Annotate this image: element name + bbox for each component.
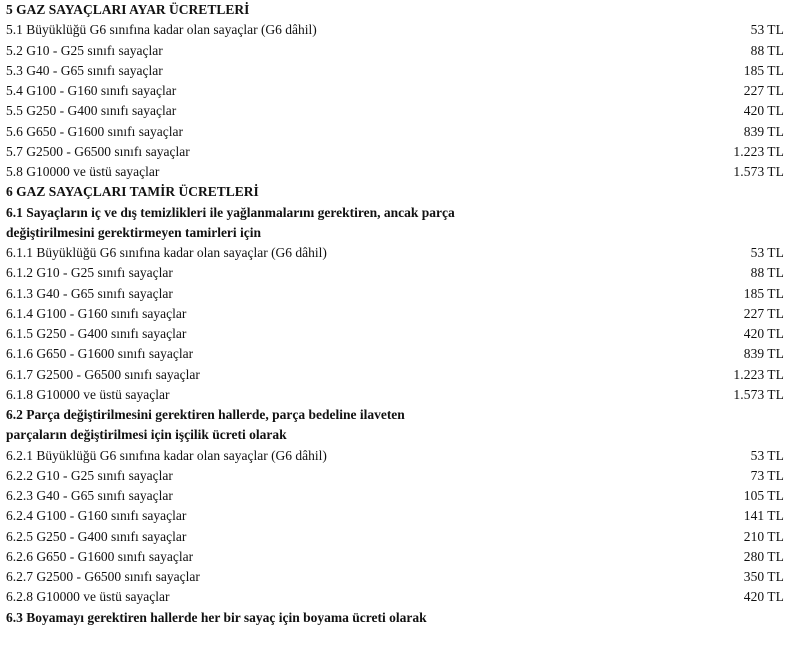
fee-amount [744, 547, 786, 567]
fee-label: 6.2.5 G250 - G400 sınıfı sayaçlar [6, 528, 187, 544]
fee-value: 1.573 [733, 164, 765, 179]
fee-row [6, 567, 786, 587]
fee-label: 6.1.7 G2500 - G6500 sınıfı sayaçlar [6, 366, 200, 382]
fee-row [6, 506, 786, 526]
fee-label: 6.2.8 G10000 ve üstü sayaçlar [6, 589, 170, 605]
fee-value: 141 [743, 508, 765, 524]
fee-row [6, 466, 786, 486]
fee-row [6, 243, 786, 263]
fee-value: 210 [743, 528, 765, 544]
fee-amount [744, 61, 786, 81]
currency-unit: TL [767, 245, 784, 260]
fee-amount [751, 466, 786, 486]
fee-row [6, 122, 786, 142]
fee-label: 6.2.2 G10 - G25 sınıfı sayaçlar [6, 467, 173, 483]
fee-row [6, 547, 786, 567]
currency-unit: TL [767, 143, 784, 159]
fee-label: 5.2 G10 - G25 sınıfı sayaçlar [6, 42, 163, 58]
currency-unit: TL [767, 62, 784, 78]
subsection-heading [6, 223, 786, 243]
fee-label: 6.1.8 G10000 ve üstü sayaçlar [6, 386, 170, 402]
fee-amount [744, 101, 786, 121]
fee-label: 6.2.4 G100 - G160 sınıfı sayaçlar [6, 508, 187, 524]
currency-unit: TL [767, 569, 784, 584]
heading-text: 6.3 Boyamayı gerektiren hallerde her bir sayaç için boyama ücreti olarak [6, 609, 427, 625]
fee-value: 839 [743, 123, 765, 139]
fee-row [6, 486, 786, 506]
heading-text: parçaların değiştirilmesi için işçilik ücreti olarak [6, 427, 287, 443]
fee-label: 6.2.3 G40 - G65 sınıfı sayaçlar [6, 488, 173, 503]
fee-row [6, 263, 786, 283]
fee-row [6, 446, 786, 466]
fee-label: 5.6 G650 - G1600 sınıfı sayaçlar [6, 123, 183, 139]
fee-amount [744, 122, 786, 142]
fee-value: 227 [743, 305, 765, 321]
fee-label: 6.2.7 G2500 - G6500 sınıfı sayaçlar [6, 569, 200, 584]
fee-value: 1.223 [733, 143, 765, 159]
fee-amount [744, 324, 786, 344]
currency-unit: TL [767, 467, 784, 483]
fee-value: 280 [743, 548, 765, 564]
fee-value: 53 [750, 245, 765, 260]
fee-label: 5.5 G250 - G400 sınıfı sayaçlar [6, 103, 177, 119]
fee-amount [744, 506, 786, 526]
fee-amount [751, 263, 786, 283]
fee-row [6, 142, 786, 162]
fee-label: 6.2.1 Büyüklüğü G6 sınıfına kadar olan sayaçlar (G6 dâhil) [6, 447, 327, 463]
fee-value: 53 [750, 447, 765, 463]
currency-unit: TL [767, 123, 784, 139]
fee-amount [733, 385, 786, 405]
fee-row [6, 284, 786, 304]
currency-unit: TL [767, 265, 784, 281]
fee-amount [744, 304, 786, 324]
heading-text: 6.1 Sayaçların iç ve dış temizlikleri ile yağlanmalarını gerektiren, ancak parça [6, 204, 455, 220]
fee-value: 839 [743, 346, 765, 362]
fee-value: 420 [743, 589, 765, 605]
fee-amount [744, 284, 786, 304]
fee-row [6, 587, 786, 607]
fee-amount [733, 142, 786, 162]
subsection-heading [6, 608, 786, 628]
currency-unit: TL [767, 508, 784, 524]
section-heading [6, 182, 786, 202]
fee-row [6, 81, 786, 101]
fee-label: 6.2.6 G650 - G1600 sınıfı sayaçlar [6, 548, 194, 564]
currency-unit: TL [767, 346, 784, 362]
currency-unit: TL [767, 548, 784, 564]
fee-row [6, 162, 786, 182]
fee-row [6, 101, 786, 121]
fee-value: 88 [750, 42, 765, 58]
fee-label: 6.1.5 G250 - G400 sınıfı sayaçlar [6, 326, 187, 341]
fee-row [6, 324, 786, 344]
fee-amount [744, 527, 786, 547]
currency-unit: TL [767, 589, 784, 605]
fee-label: 5.8 G10000 ve üstü sayaçlar [6, 164, 160, 179]
currency-unit: TL [767, 164, 784, 179]
heading-text: değiştirilmesini gerektirmeyen tamirleri için [6, 224, 262, 240]
currency-unit: TL [767, 103, 784, 119]
fee-row [6, 304, 786, 324]
currency-unit: TL [767, 305, 784, 321]
fee-row [6, 527, 786, 547]
fee-value: 227 [743, 83, 765, 98]
currency-unit: TL [767, 285, 784, 301]
currency-unit: TL [767, 83, 784, 98]
fee-value: 420 [743, 326, 765, 341]
fee-value: 53 [750, 22, 765, 38]
fee-amount [744, 81, 786, 101]
subsection-heading [6, 203, 786, 223]
currency-unit: TL [767, 528, 784, 544]
fee-label: 5.7 G2500 - G6500 sınıfı sayaçlar [6, 143, 190, 159]
currency-unit: TL [767, 326, 784, 341]
fee-amount [733, 365, 786, 385]
currency-unit: TL [767, 366, 784, 382]
fee-label: 6.1.2 G10 - G25 sınıfı sayaçlar [6, 265, 173, 281]
heading-text: 5 GAZ SAYAÇLARI AYAR ÜCRETLERİ [6, 2, 250, 17]
section-heading [6, 0, 786, 20]
heading-text: 6.2 Parça değiştirilmesini gerektiren hallerde, parça bedeline ilaveten [6, 407, 405, 422]
fee-label: 6.1.3 G40 - G65 sınıfı sayaçlar [6, 285, 173, 301]
fee-amount [744, 486, 786, 506]
fee-value: 185 [743, 285, 765, 301]
fee-amount [751, 41, 786, 61]
fee-label: 5.4 G100 - G160 sınıfı sayaçlar [6, 83, 177, 98]
fee-row [6, 365, 786, 385]
fee-row [6, 41, 786, 61]
fee-label: 6.1.1 Büyüklüğü G6 sınıfına kadar olan sayaçlar (G6 dâhil) [6, 245, 327, 260]
currency-unit: TL [767, 488, 784, 503]
fee-amount [751, 20, 786, 40]
fee-amount [751, 243, 786, 263]
fee-row [6, 61, 786, 81]
fee-row [6, 20, 786, 40]
fee-row [6, 385, 786, 405]
fee-amount [751, 446, 786, 466]
fee-value: 105 [743, 488, 765, 503]
subsection-heading [6, 405, 786, 425]
currency-unit: TL [767, 42, 784, 58]
fee-row [6, 344, 786, 364]
fee-amount [744, 344, 786, 364]
subsection-heading [6, 425, 786, 445]
fee-value: 73 [750, 467, 765, 483]
fee-value: 1.223 [733, 366, 765, 382]
fee-amount [744, 587, 786, 607]
fee-value: 1.573 [733, 386, 765, 402]
heading-text: 6 GAZ SAYAÇLARI TAMİR ÜCRETLERİ [6, 184, 259, 200]
fee-amount [744, 567, 786, 587]
currency-unit: TL [767, 386, 784, 402]
fee-value: 420 [743, 103, 765, 119]
fee-document [6, 0, 786, 628]
currency-unit: TL [767, 447, 784, 463]
fee-amount [733, 162, 786, 182]
fee-value: 185 [743, 62, 765, 78]
currency-unit: TL [767, 22, 784, 38]
fee-label: 5.3 G40 - G65 sınıfı sayaçlar [6, 62, 163, 78]
fee-label: 6.1.6 G650 - G1600 sınıfı sayaçlar [6, 346, 194, 362]
fee-value: 350 [743, 569, 765, 584]
fee-label: 6.1.4 G100 - G160 sınıfı sayaçlar [6, 305, 187, 321]
fee-value: 88 [750, 265, 765, 281]
fee-label: 5.1 Büyüklüğü G6 sınıfına kadar olan sayaçlar (G6 dâhil) [6, 22, 317, 38]
